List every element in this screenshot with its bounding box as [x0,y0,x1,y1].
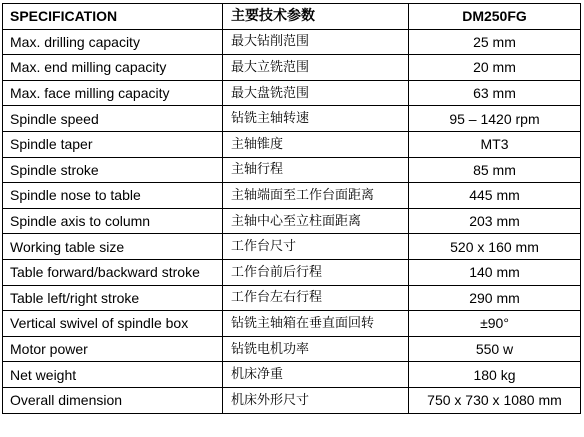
table-row [3,387,581,413]
spec-name-cell: Max. drilling capacity [3,29,223,55]
table-row [3,234,581,260]
table-row [3,208,581,234]
spec-name-cell: Net weight [3,362,223,388]
spec-value-cell: 180 kg [409,362,581,388]
spec-value-cell: 20 mm [409,55,581,81]
spec-name-cell: Vertical swivel of spindle box [3,311,223,337]
spec-name-cell: Spindle axis to column [3,208,223,234]
spec-value-cell: 85 mm [409,157,581,183]
spec-name-cn-cell: 钻铣主轴箱在垂直面回转 [223,311,409,337]
spec-name-cn-cell: 最大立铣范围 [223,55,409,81]
table-row [3,80,581,106]
spec-name-cn-cell: 钻铣电机功率 [223,336,409,362]
spec-name-cn-cell: 主轴锥度 [223,131,409,157]
spec-name-cn-cell: 钻铣主轴转速 [223,106,409,132]
specification-table-body [3,4,581,414]
spec-name-cell: Spindle speed [3,106,223,132]
table-row [3,106,581,132]
table-row [3,336,581,362]
spec-name-cell: Motor power [3,336,223,362]
spec-value-cell: 520 x 160 mm [409,234,581,260]
spec-name-cell: Table left/right stroke [3,285,223,311]
spec-value-cell: 63 mm [409,80,581,106]
spec-name-cell: Max. face milling capacity [3,80,223,106]
spec-name-cn-cell: 机床外形尺寸 [223,387,409,413]
spec-name-cell: Working table size [3,234,223,260]
spec-name-cell: Table forward/backward stroke [3,259,223,285]
table-row [3,285,581,311]
spec-value-cell: 750 x 730 x 1080 mm [409,387,581,413]
spec-name-cell: Spindle taper [3,131,223,157]
spec-name-cn-cell: 最大钻削范围 [223,29,409,55]
table-row [3,362,581,388]
spec-value-cell: 550 w [409,336,581,362]
spec-name-cn-cell: 机床净重 [223,362,409,388]
header-model: DM250FG [409,4,581,30]
spec-value-cell: 25 mm [409,29,581,55]
spec-value-cell: 290 mm [409,285,581,311]
spec-value-cell: ±90° [409,311,581,337]
table-row [3,55,581,81]
spec-value-cell: 445 mm [409,183,581,209]
spec-name-cell: Max. end milling capacity [3,55,223,81]
spec-name-cn-cell: 工作台左右行程 [223,285,409,311]
table-row [3,131,581,157]
table-row [3,311,581,337]
spec-value-cell: MT3 [409,131,581,157]
spec-name-cell: Spindle nose to table [3,183,223,209]
table-header-row [3,4,581,30]
spec-name-cn-cell: 工作台尺寸 [223,234,409,260]
table-row [3,157,581,183]
spec-name-cn-cell: 主轴中心至立柱面距离 [223,208,409,234]
spec-name-cn-cell: 工作台前后行程 [223,259,409,285]
spec-value-cell: 140 mm [409,259,581,285]
table-row [3,29,581,55]
spec-name-cn-cell: 最大盘铣范围 [223,80,409,106]
specification-table [2,3,581,414]
spec-name-cn-cell: 主轴端面至工作台面距离 [223,183,409,209]
spec-name-cell: Overall dimension [3,387,223,413]
spec-name-cn-cell: 主轴行程 [223,157,409,183]
table-row [3,183,581,209]
spec-value-cell: 203 mm [409,208,581,234]
spec-value-cell: 95 – 1420 rpm [409,106,581,132]
header-specification: SPECIFICATION [3,4,223,30]
header-chinese: 主要技术参数 [223,4,409,30]
table-row [3,259,581,285]
spec-name-cell: Spindle stroke [3,157,223,183]
